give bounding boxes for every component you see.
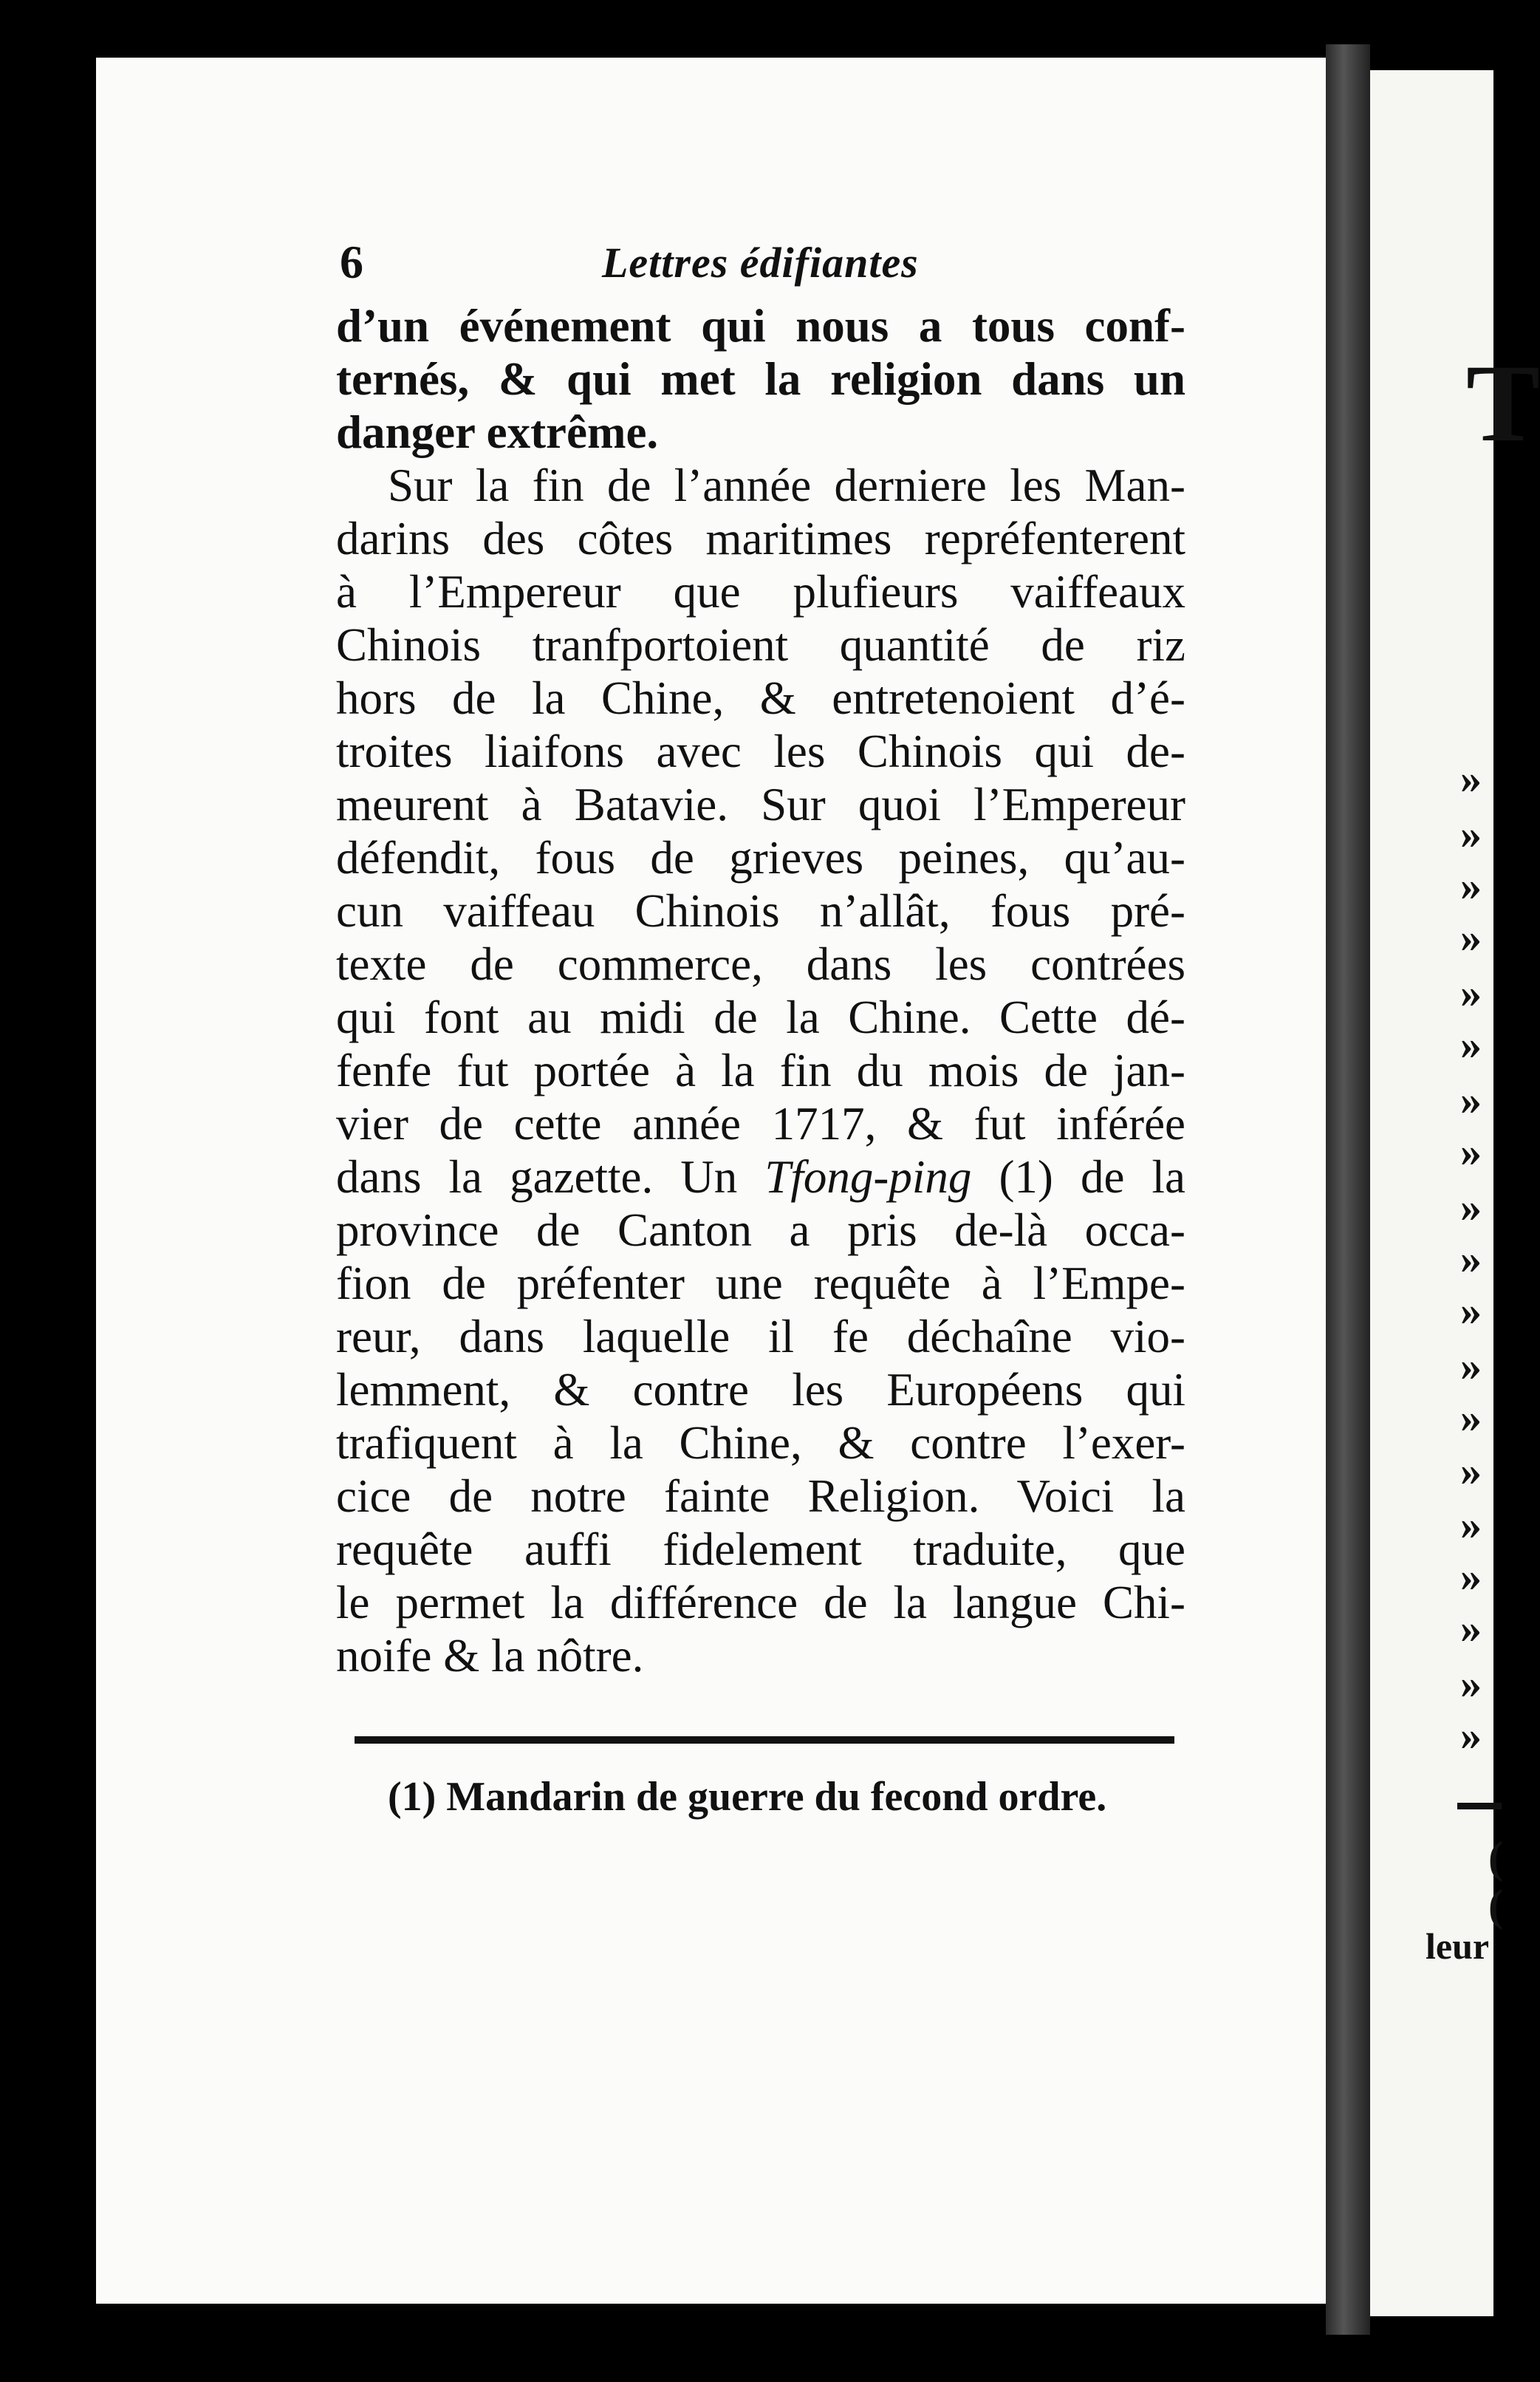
body-text xyxy=(336,299,1185,1682)
next-page-big-glyph: T xyxy=(1466,342,1540,465)
text-line: fenfe fut portée à la fin du mois de jan- xyxy=(336,1045,1185,1096)
text-line: qui font au midi de la Chine. Cette dé- xyxy=(336,992,1185,1043)
next-page-quote-mark: » xyxy=(1460,754,1482,802)
next-page-quote-mark: » xyxy=(1460,1183,1482,1231)
book-gutter xyxy=(1326,44,1370,2335)
next-page-paren: ( xyxy=(1488,1833,1503,1882)
next-page-rule xyxy=(1457,1803,1502,1809)
next-page-quote-mark: » xyxy=(1460,1711,1482,1759)
next-page-quote-mark: » xyxy=(1460,810,1482,858)
text-line: ternés, & qui met la religion dans un xyxy=(336,353,1185,405)
text-line: Sur la fin de l’année derniere les Man- xyxy=(388,460,1185,511)
next-page-edge xyxy=(1370,70,1540,2316)
next-page-quote-mark: » xyxy=(1460,1076,1482,1124)
next-page-quote-mark: » xyxy=(1460,969,1482,1017)
next-page-quote-mark: » xyxy=(1460,1659,1482,1707)
next-page-quote-mark: » xyxy=(1460,1447,1482,1495)
next-page-quote-mark: » xyxy=(1460,1127,1482,1175)
text-line: trafiquent à la Chine, & contre l’exer- xyxy=(336,1417,1185,1469)
inline-term: Tfong-ping xyxy=(764,1151,972,1203)
text-line: défendit, fous de grieves peines, qu’au- xyxy=(336,832,1185,884)
text-line: province de Canton a pris de-là occa- xyxy=(336,1204,1185,1256)
text-line: cice de notre fainte Religion. Voici la xyxy=(336,1470,1185,1522)
text-line: texte de commerce, dans les contrées xyxy=(336,938,1185,990)
text-line: cun vaiffeau Chinois n’allât, fous pré- xyxy=(336,885,1185,937)
next-page-quote-mark: » xyxy=(1460,1342,1482,1390)
page-number: 6 xyxy=(340,236,363,288)
next-page-paren: ( xyxy=(1488,1881,1503,1930)
text-line: lemment, & contre les Européens qui xyxy=(336,1364,1185,1416)
next-page-quote-mark: » xyxy=(1460,1286,1482,1334)
text-line-with-term xyxy=(336,1150,1185,1204)
text-line: d’un événement qui nous a tous conf- xyxy=(336,300,1185,352)
text-line: hors de la Chine, & entretenoient d’é- xyxy=(336,672,1185,724)
next-page-quote-mark: » xyxy=(1460,913,1482,961)
text-line: meurent à Batavie. Sur quoi l’Empereur xyxy=(336,779,1185,830)
next-page-quote-mark: » xyxy=(1460,1020,1482,1068)
next-page-quote-mark: » xyxy=(1460,1393,1482,1441)
text-fragment: dans la gazette. Un xyxy=(336,1151,738,1203)
running-title: Lettres édifiantes xyxy=(602,239,919,287)
text-line: le permet la différence de la langue Chi- xyxy=(336,1577,1185,1628)
footnote-separator xyxy=(355,1736,1174,1744)
text-line: troites liaifons avec les Chinois qui de- xyxy=(336,726,1185,777)
text-line: noife & la nôtre. xyxy=(336,1630,644,1682)
text-line: Chinois tranfportoient quantité de riz xyxy=(336,619,1185,671)
text-line: fion de préfenter une requête à l’Empe- xyxy=(336,1257,1185,1309)
next-page-quote-mark: » xyxy=(1460,1552,1482,1600)
next-page-quote-mark: » xyxy=(1460,1501,1482,1549)
next-page-quote-mark: » xyxy=(1460,1235,1482,1283)
text-fragment: de la xyxy=(1081,1151,1185,1203)
text-line: danger extrême. xyxy=(336,406,659,458)
next-page-quote-mark: » xyxy=(1460,1604,1482,1652)
footnote-ref: (1) xyxy=(999,1151,1053,1203)
text-line: reur, dans laquelle il fe déchaîne vio- xyxy=(336,1311,1185,1362)
next-page-fragment: leur xyxy=(1426,1925,1490,1967)
next-page-quote-mark: » xyxy=(1460,861,1482,910)
text-line: requête auffi fidelement traduite, que xyxy=(336,1523,1185,1575)
page-header xyxy=(340,235,1182,301)
text-line: darins des côtes maritimes repréfenterent xyxy=(336,513,1185,564)
text-line: vier de cette année 1717, & fut inférée xyxy=(336,1098,1185,1150)
scan-border-left xyxy=(0,0,96,2382)
footnote: (1) Mandarin de guerre du fecond ordre. xyxy=(388,1774,1107,1820)
text-line: à l’Empereur que plufieurs vaiffeaux xyxy=(336,566,1185,618)
